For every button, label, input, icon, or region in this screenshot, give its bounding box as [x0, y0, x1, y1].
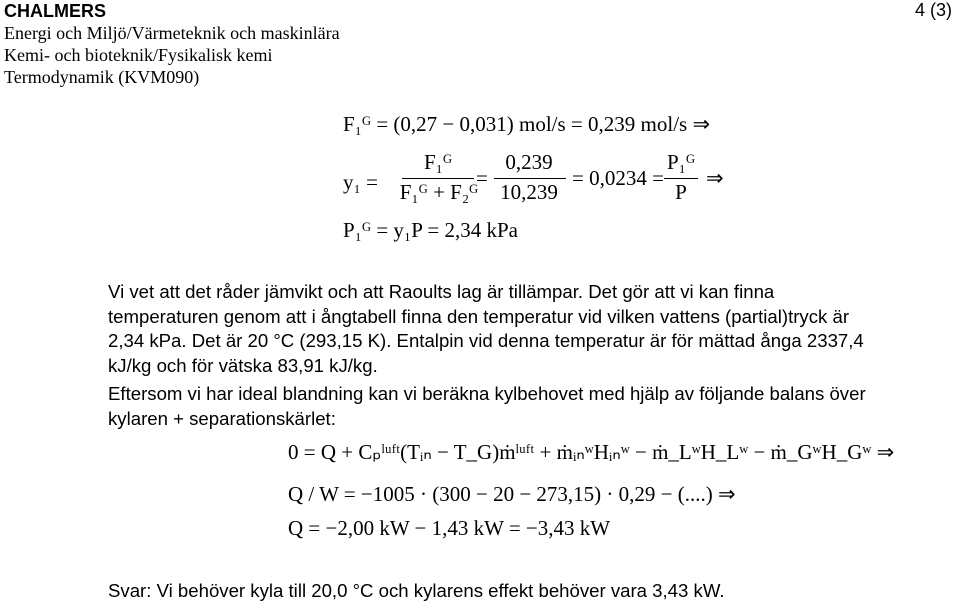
- course-name: Termodynamik (KVM090): [4, 67, 200, 87]
- fraction-1-bar: [402, 178, 474, 179]
- equation-1-text: F₁ᴳ = (0,27 − 0,031) mol/s = 0,239 mol/s ⇒: [343, 112, 711, 136]
- paragraph-2-line: Eftersom vi har ideal blandning kan vi beräkna kylbehovet med hjälp av följande balans över: [108, 383, 866, 404]
- paragraph-1-line: Vi vet att det råder jämvikt och att Raoults lag är tillämpar. Det gör att vi kan finna: [108, 281, 775, 302]
- equals-sign: =: [476, 166, 488, 190]
- fraction-3-denominator: P: [675, 180, 687, 204]
- fraction-2-numerator: 0,239: [505, 150, 553, 174]
- fraction-1-numerator: F₁ᴳ: [423, 150, 453, 174]
- department-line-1: Energi och Miljö/Värmeteknik och maskinlära: [4, 23, 340, 43]
- fraction-3-bar: [664, 178, 698, 179]
- fraction-3-numerator: P₁ᴳ: [666, 150, 696, 174]
- equation-2-lhs: y₁ =: [343, 170, 378, 194]
- equation-2-middle: = 0,0234 =: [572, 166, 664, 190]
- org-name: CHALMERS: [4, 1, 106, 21]
- fraction-2-denominator: 10,239: [500, 180, 558, 204]
- answer-line: Svar: Vi behöver kyla till 20,0 °C och kylarens effekt behöver vara 3,43 kW.: [108, 580, 725, 601]
- fraction-2-bar: [494, 178, 566, 179]
- paragraph-1-line: 2,34 kPa. Det är 20 °C (293,15 K). Entalpin vid denna temperatur är för mättad ånga 2337,4: [108, 330, 864, 352]
- energy-balance-equation: 0 = Q + Cₚˡᵘᶠᵗ(Tᵢₙ − T_G)ṁˡᵘᶠᵗ + ṁᵢₙʷHᵢₙʷ − ṁ_LʷH_Lʷ − ṁ_GʷH_Gʷ ⇒: [288, 440, 895, 464]
- equation-1: [343, 112, 710, 137]
- result-equation: Q = −2,00 kW − 1,43 kW = −3,43 kW: [288, 516, 611, 540]
- department-line-2: Kemi- och bioteknik/Fysikalisk kemi: [4, 45, 273, 65]
- heat-equation: Q / W = −1005 · (300 − 20 − 273,15) · 0,29 − (....) ⇒: [288, 482, 736, 506]
- paragraph-1-line: temperaturen genom att i ångtabell finna den temperatur vid vilken vattens (partial)tryck är: [108, 305, 850, 327]
- paragraph-1: [108, 280, 953, 378]
- implies-arrow: ⇒: [706, 166, 724, 190]
- paragraph-1-line: kJ/kg och för vätska 83,91 kJ/kg.: [108, 354, 378, 376]
- paragraph-2: [108, 382, 953, 431]
- equation-3: P₁ᴳ = y₁P = 2,34 kPa: [343, 218, 518, 242]
- paragraph-2-line: kylaren + separationskärlet:: [108, 407, 336, 429]
- fraction-1-denominator: F₁ᴳ + F₂ᴳ: [399, 180, 479, 204]
- answer-text: [108, 579, 953, 604]
- page-number: 4 (3): [914, 0, 952, 20]
